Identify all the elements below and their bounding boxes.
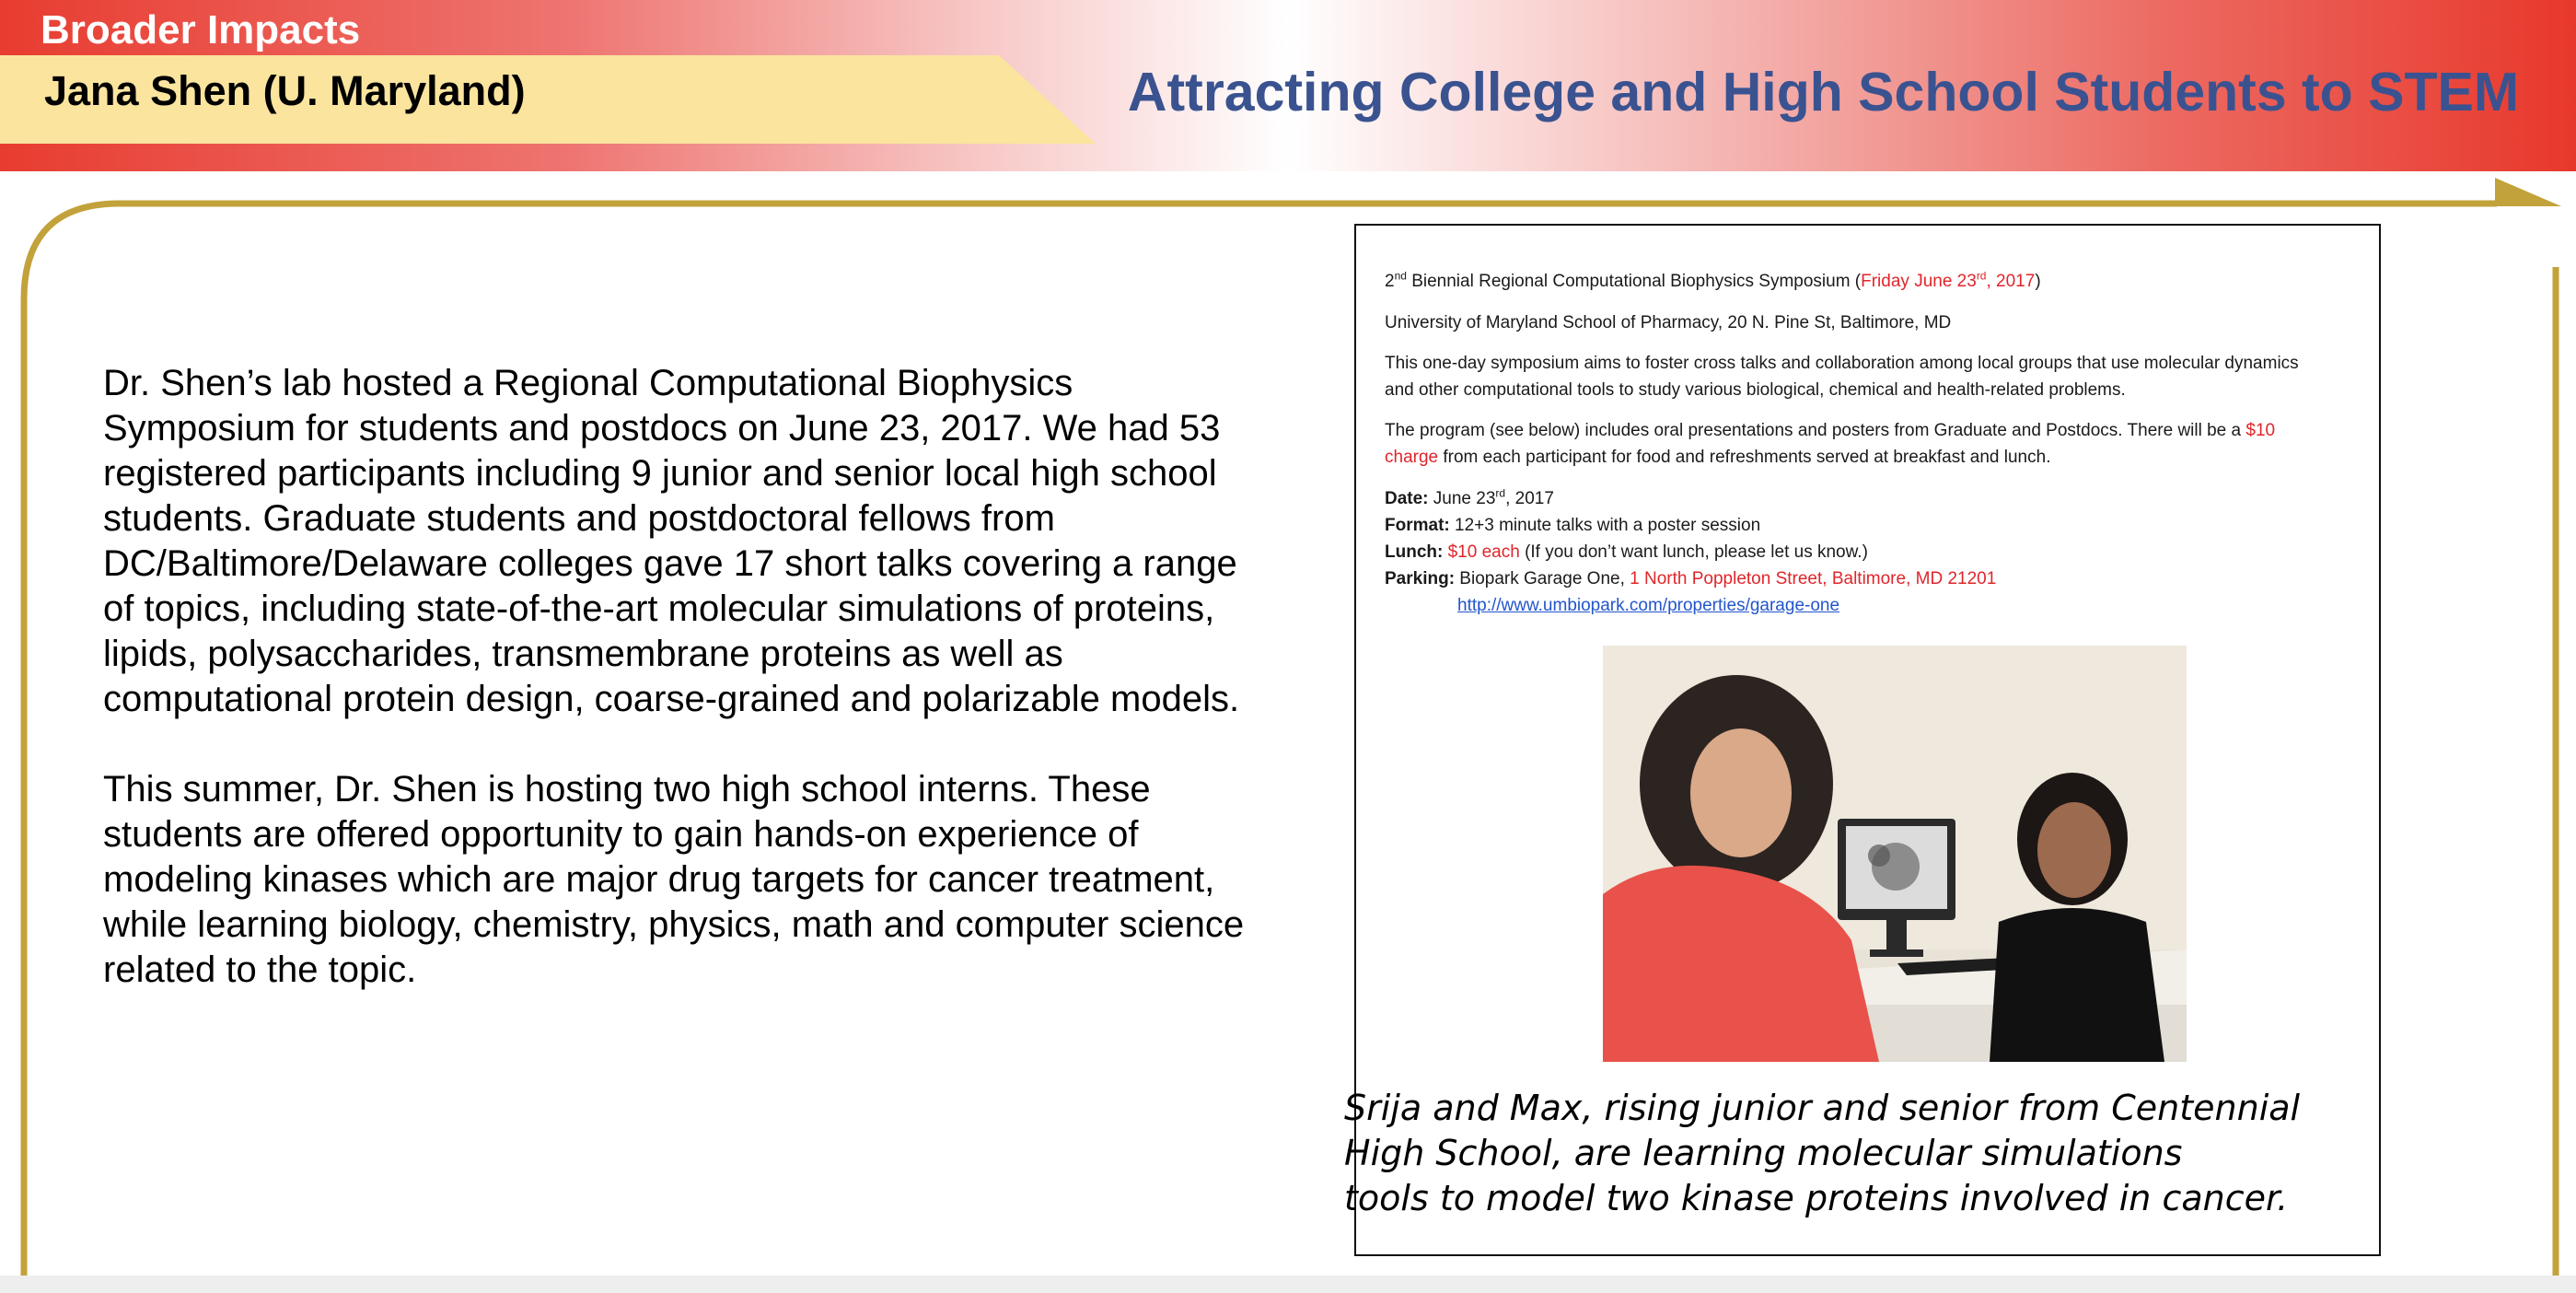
- flyer-format: Format: 12+3 minute talks with a poster session: [1385, 516, 1761, 535]
- flyer-lunch: Lunch: $10 each (If you don’t want lunch, please let us know.): [1385, 542, 1868, 562]
- section-label: Broader Impacts: [41, 7, 361, 52]
- body-text: [103, 361, 1245, 1038]
- symposium-paragraph: Dr. Shen’s lab hosted a Regional Computational Biophysics Symposium for students and postdocs on June 23, 2017. We had 53 registered participants including 9 junior and senior local high school students. Graduate students and postdoctoral fellows from DC/Baltimore/Delaware colleges gave 17 short talks covering a range of topics, including state-of-the-art molecular simulations of proteins, lipids, polysaccharides, transmembrane proteins as well as computational protein design, coarse-grained and polarizable models.: [103, 363, 1240, 719]
- flyer-title: 2nd Biennial Regional Computational Biophysics Symposium (Friday June 23rd, 2017): [1385, 269, 2041, 291]
- parking-link[interactable]: http://www.umbiopark.com/properties/garage-one: [1457, 596, 1840, 615]
- students-photo: [1603, 646, 2187, 1062]
- flyer-program: The program (see below) includes oral presentations and posters from Graduate and Postdocs. There will be a $10 charge from each participant for food and refreshments served at breakfast and lunch.: [1385, 421, 2276, 467]
- flyer-location: University of Maryland School of Pharmacy, 20 N. Pine St, Baltimore, MD: [1385, 313, 1952, 332]
- flyer-aim: This one-day symposium aims to foster cross talks and collaboration among local groups that use molecular dynamics and other computational tools to study various biological, chemical and health-related problems.: [1385, 354, 2299, 400]
- photo-caption: Srija and Max, rising junior and senior from Centennial High School, are learning molecular simulations tools to model two kinase proteins involved in cancer.: [1344, 1088, 2301, 1218]
- flyer-date: Date: June 23rd, 2017: [1385, 486, 1554, 508]
- presenter-name: Jana Shen (U. Maryland): [44, 67, 526, 114]
- flyer-details: [1385, 485, 1996, 619]
- flyer-parking: Parking: Biopark Garage One, 1 North Poppleton Street, Baltimore, MD 21201: [1385, 569, 1997, 588]
- slide-title: Attracting College and High School Students to STEM: [1127, 62, 2519, 122]
- interns-paragraph: This summer, Dr. Shen is hosting two high school interns. These students are offered opportunity to gain hands-on experience of modeling kinases which are major drug targets for cancer treatment, while learning biology, chemistry, physics, math and computer science related to the topic.: [103, 769, 1245, 990]
- frame-arrow-icon: [2495, 178, 2561, 206]
